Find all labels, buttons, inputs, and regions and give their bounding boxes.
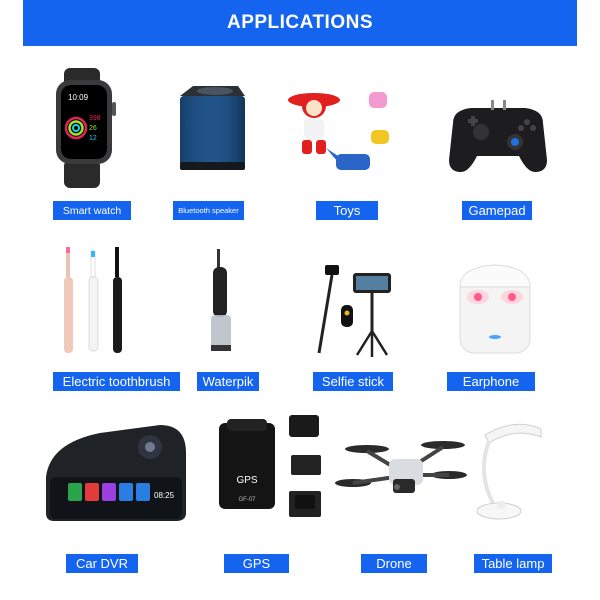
label-car-dvr: Car DVR [66,554,138,573]
label-waterpik: Waterpik [197,372,259,391]
electric-toothbrush-image [37,245,187,365]
bluetooth-speaker-image [135,68,285,188]
label-table-lamp: Table lamp [474,554,552,573]
gps-model-text: GF-07 [238,497,256,503]
car-dvr-image [40,413,190,533]
label-earphone: Earphone [447,372,535,391]
label-gps: GPS [224,554,289,573]
label-toys: Toys [316,201,378,220]
label-smart-watch: Smart watch [53,201,131,220]
label-bluetooth-speaker: Bluetooth speaker [173,201,244,220]
label-electric-toothbrush: Electric toothbrush [53,372,180,391]
gps-device-text: GPS [236,475,258,486]
watch-time-text: 10:09 [68,93,89,102]
gamepad-image [423,68,573,188]
dvr-time-text: 08:25 [154,491,175,500]
watch-number-1: 398 [89,115,101,122]
watch-number-2: 26 [89,125,97,132]
applications-banner [23,0,577,46]
earphone-image [424,245,574,365]
label-selfie-stick: Selfie stick [313,372,393,391]
table-lamp-image [437,413,587,533]
page-title: APPLICATIONS [226,12,374,33]
label-gamepad: Gamepad [462,201,532,220]
selfie-stick-image [287,245,437,365]
toys-image [276,68,426,188]
label-drone: Drone [361,554,427,573]
watch-number-3: 12 [89,135,97,142]
